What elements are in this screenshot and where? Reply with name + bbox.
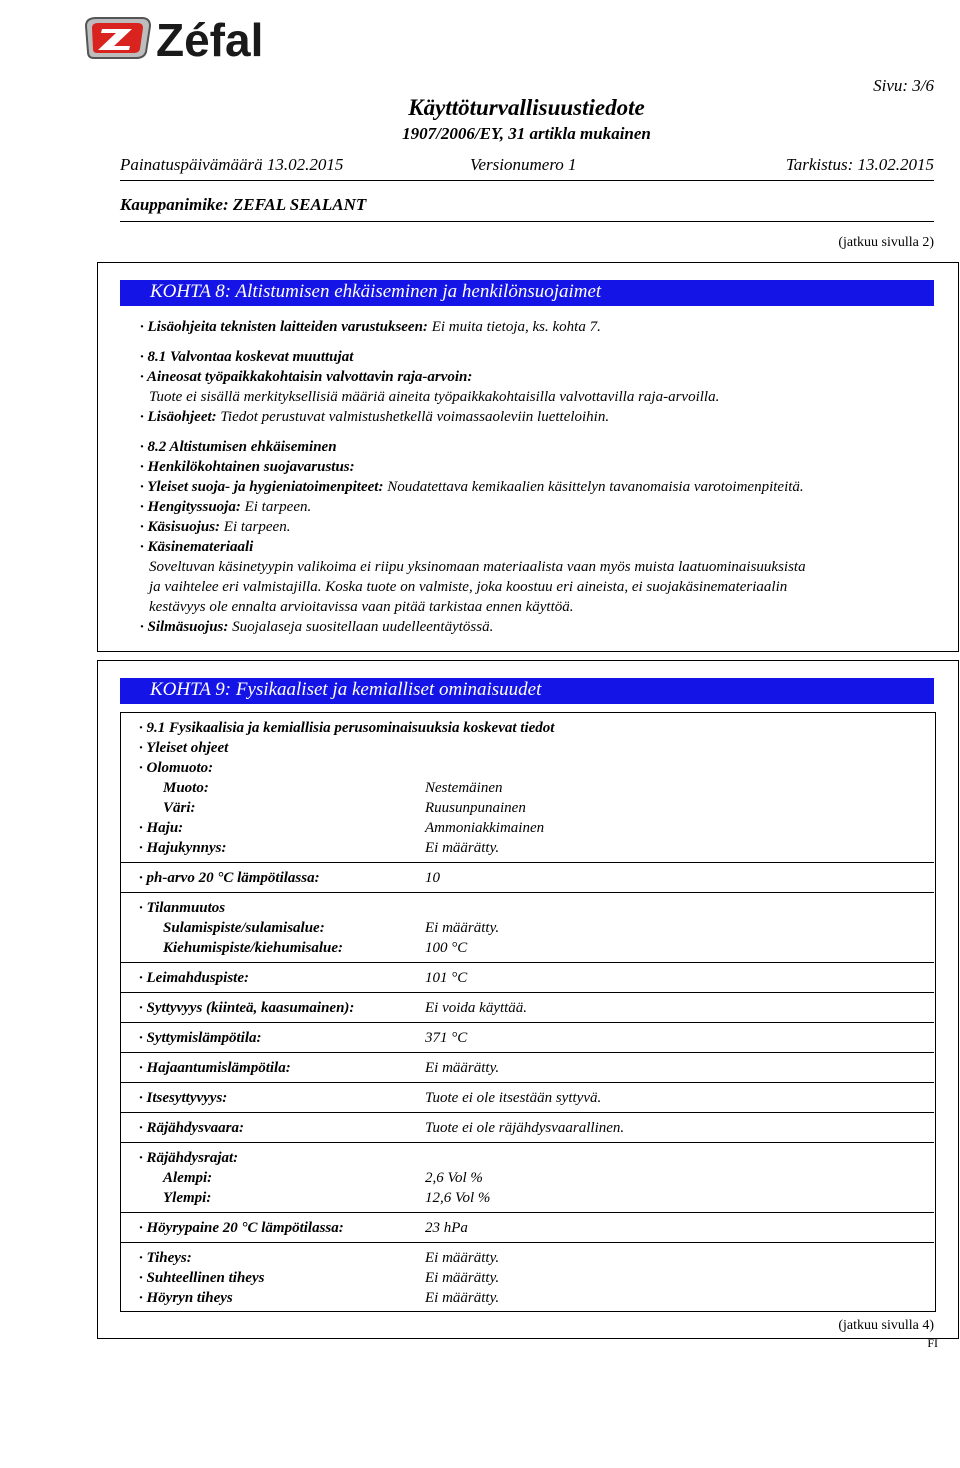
ignition-temperature-label: · Syttymislämpötila:: [139, 1030, 262, 1046]
decomposition-temperature-label: · Hajaantumislämpötila:: [139, 1060, 291, 1076]
density-value: Ei määrätty.: [425, 1250, 500, 1266]
tech-equipment-label: · Lisäohjeita teknisten laitteiden varustukseen:: [140, 319, 428, 335]
row-divider: [120, 1082, 934, 1083]
general-measures-line: [140, 479, 804, 496]
vapour-pressure-label: · Höyrypaine 20 °C lämpötilassa:: [139, 1220, 344, 1236]
boiling-point-label: Kiehumispiste/kiehumisalue:: [163, 940, 344, 956]
decomposition-temperature-value: Ei määrätty.: [425, 1060, 500, 1076]
lower-limit-value: 2,6 Vol %: [425, 1170, 483, 1186]
section-8-header: [120, 280, 934, 306]
exposure-controls-heading: · 8.2 Altistumisen ehkäiseminen: [140, 439, 337, 455]
general-measures-label: · Yleiset suoja- ja hygieniatoimenpiteet:: [140, 479, 384, 495]
trade-divider: [120, 221, 934, 222]
extra-notes-line: [140, 409, 609, 426]
odour-threshold-label: · Hajukynnys:: [139, 840, 227, 856]
extra-notes-value: Tiedot perustuvat valmistushetkellä voimassaoleviin luetteloihin.: [220, 409, 610, 425]
row-divider: [120, 1052, 934, 1053]
self-ignition-value: Tuote ei ole itsestään syttyvä.: [425, 1090, 602, 1106]
glove-material-label: · Käsinemateriaali: [140, 539, 254, 555]
row-divider: [120, 1142, 934, 1143]
density-label: · Tiheys:: [139, 1250, 192, 1266]
melting-point-value: Ei määrätty.: [425, 920, 500, 936]
basic-properties-heading: · 9.1 Fysikaalisia ja kemiallisia perusominaisuuksia koskevat tiedot: [139, 720, 555, 736]
extra-notes-label: · Lisäohjeet:: [140, 409, 217, 425]
trade-name-value: ZEFAL SEALANT: [232, 195, 367, 214]
relative-density-label: · Suhteellinen tiheys: [139, 1270, 265, 1286]
continued-on: (jatkuu sivulla 4): [838, 1318, 934, 1333]
respiratory-value: Ei tarpeen.: [244, 499, 312, 515]
upper-limit-value: 12,6 Vol %: [425, 1190, 491, 1206]
ph-label: · ph-arvo 20 °C lämpötilassa:: [139, 870, 320, 886]
general-info-label: · Yleiset ohjeet: [139, 740, 229, 756]
form-value: Nestemäinen: [425, 780, 503, 796]
appearance-label: · Olomuoto:: [139, 760, 214, 776]
row-divider: [120, 1212, 934, 1213]
header-divider: [120, 180, 934, 181]
upper-limit-label: Ylempi:: [163, 1190, 212, 1206]
version-number: Versionumero 1: [470, 155, 577, 174]
explosion-hazard-value: Tuote ei ole räjähdysvaarallinen.: [425, 1120, 625, 1136]
logo-emblem: [86, 18, 150, 58]
section-9-header: [120, 678, 934, 704]
flash-point-value: 101 °C: [425, 970, 468, 986]
form-label: Muoto:: [163, 780, 209, 796]
row-divider: [120, 892, 934, 893]
document-subtitle: 1907/2006/EY, 31 artikla mukainen: [402, 124, 651, 143]
eye-protection-line: [140, 619, 493, 636]
general-measures-value: Noudatettava kemikaalien käsittelyn tavanomaisia varotoimenpiteitä.: [387, 479, 804, 495]
row-divider: [120, 1112, 934, 1113]
colour-value: Ruusunpunainen: [425, 800, 526, 816]
melting-point-label: Sulamispiste/sulamisalue:: [163, 920, 325, 936]
glove-material-line-2: ja vaihtelee eri valmistajilla. Koska tuote on valmiste, joka koostuu eri aineista, ei suojakäsinemateriaalin: [149, 579, 788, 595]
odour-value: Ammoniakkimainen: [425, 820, 545, 836]
colour-label: Väri:: [163, 800, 196, 816]
eye-protection-value: Suojalaseja suositellaan uudelleentäytössä.: [232, 619, 494, 635]
tech-equipment-line: [140, 319, 601, 336]
lower-limit-label: Alempi:: [163, 1170, 213, 1186]
revision-date: Tarkistus: 13.02.2015: [785, 155, 934, 174]
logo-wordmark: Zéfal: [156, 14, 264, 62]
zefal-logo: [84, 12, 324, 62]
trade-name: [120, 195, 366, 215]
vapour-density-label: · Höyryn tiheys: [139, 1290, 233, 1306]
language-code: FI: [927, 1336, 938, 1350]
row-divider: [120, 962, 934, 963]
continued-from: (jatkuu sivulla 2): [838, 235, 934, 250]
section-8-title: KOHTA 8: Altistumisen ehkäiseminen ja henkilönsuojaimet: [150, 281, 602, 302]
flammability-label: · Syttyvyys (kiinteä, kaasumainen):: [139, 1000, 355, 1016]
flash-point-label: · Leimahduspiste:: [139, 970, 250, 986]
hand-protection-label: · Käsisuojus:: [140, 519, 221, 535]
odour-threshold-value: Ei määrätty.: [425, 840, 500, 856]
vapour-density-value: Ei määrätty.: [425, 1290, 500, 1306]
row-divider: [120, 1242, 934, 1243]
explosion-limits-label: · Räjähdysrajat:: [139, 1150, 239, 1166]
section-8: [97, 262, 959, 652]
hand-protection-value: Ei tarpeen.: [223, 519, 291, 535]
ppe-label: · Henkilökohtainen suojavarustus:: [140, 459, 355, 475]
boiling-point-value: 100 °C: [425, 940, 468, 956]
eye-protection-label: · Silmäsuojus:: [140, 619, 229, 635]
row-divider: [120, 862, 934, 863]
ph-value: 10: [425, 870, 440, 886]
trade-name-label: Kauppanimike:: [120, 195, 229, 214]
page-number: Sivu: 3/6: [873, 76, 934, 95]
section-9-title: KOHTA 9: Fysikaaliset ja kemialliset ominaisuudet: [150, 679, 542, 700]
state-change-label: · Tilanmuutos: [139, 900, 226, 916]
tech-equipment-value: Ei muita tietoja, ks. kohta 7.: [431, 319, 601, 335]
respiratory-label: · Hengityssuoja:: [140, 499, 241, 515]
row-divider: [120, 992, 934, 993]
hand-protection-line: [140, 519, 290, 536]
explosion-hazard-label: · Räjähdysvaara:: [139, 1120, 244, 1136]
respiratory-line: [140, 499, 311, 516]
components-label: · Aineosat työpaikkakohtaisin valvottavin raja-arvoin:: [140, 369, 473, 385]
self-ignition-label: · Itsesyttyvyys:: [139, 1090, 228, 1106]
flammability-value: Ei voida käyttää.: [425, 1000, 528, 1016]
glove-material-line-3: kestävyys ole ennalta arvioitavissa vaan pitää tarkistaa ennen käyttöä.: [149, 599, 574, 615]
document-title: Käyttöturvallisuustiedote: [408, 95, 645, 120]
print-date: Painatuspäivämäärä 13.02.2015: [120, 155, 344, 174]
ignition-temperature-value: 371 °C: [425, 1030, 468, 1046]
vapour-pressure-value: 23 hPa: [425, 1220, 468, 1236]
components-value: Tuote ei sisällä merkityksellisiä määriä aineita työpaikkakohtaisilla valvottavilla raja-arvoilla.: [149, 389, 720, 405]
control-parameters-heading: · 8.1 Valvontaa koskevat muuttujat: [140, 349, 354, 365]
row-divider: [120, 1022, 934, 1023]
odour-label: · Haju:: [139, 820, 184, 836]
glove-material-line-1: Soveltuvan käsinetyypin valikoima ei riipu yksinomaan materiaalista vaan myös muista laatuominaisuuksista: [149, 559, 806, 575]
relative-density-value: Ei määrätty.: [425, 1270, 500, 1286]
